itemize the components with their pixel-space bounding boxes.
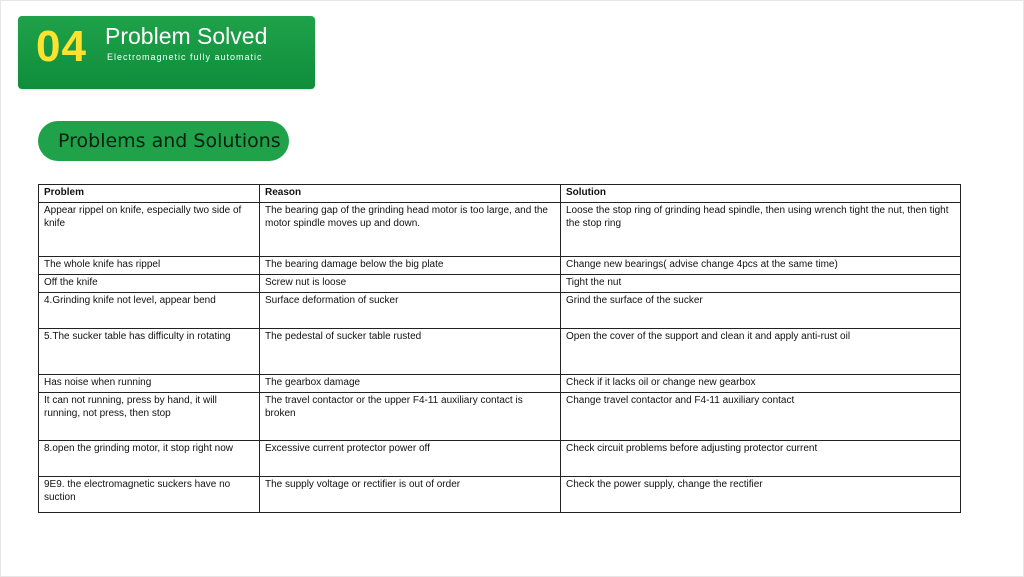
problem-cell: 8.open the grinding motor, it stop right now <box>39 441 260 477</box>
section-title: Problems and Solutions <box>58 130 281 152</box>
reason-cell: The travel contactor or the upper F4-11 auxiliary contact is broken <box>260 393 561 441</box>
problem-cell: Off the knife <box>39 275 260 293</box>
solution-cell: Open the cover of the support and clean it and apply anti-rust oil <box>561 329 961 375</box>
table-row <box>39 375 961 393</box>
problems-solutions-table <box>38 184 961 513</box>
solution-cell: Grind the surface of the sucker <box>561 293 961 329</box>
reason-cell: Excessive current protector power off <box>260 441 561 477</box>
problem-cell: It can not running, press by hand, it will running, not press, then stop <box>39 393 260 441</box>
problem-cell: 5.The sucker table has difficulty in rotating <box>39 329 260 375</box>
reason-cell: Screw nut is loose <box>260 275 561 293</box>
solution-cell: Change travel contactor and F4-11 auxiliary contact <box>561 393 961 441</box>
header-subtitle: Electromagnetic fully automatic <box>107 52 263 62</box>
header-title: Problem Solved <box>105 23 268 49</box>
problem-cell: Appear rippel on knife, especially two side of knife <box>39 203 260 257</box>
reason-cell: The gearbox damage <box>260 375 561 393</box>
reason-cell: The bearing damage below the big plate <box>260 257 561 275</box>
problem-cell: 9E9. the electromagnetic suckers have no suction <box>39 477 260 513</box>
table-row <box>39 257 961 275</box>
table-header-row <box>39 185 961 203</box>
table-row <box>39 293 961 329</box>
problem-cell: 4.Grinding knife not level, appear bend <box>39 293 260 329</box>
table-row <box>39 203 961 257</box>
table-row <box>39 275 961 293</box>
table-row <box>39 441 961 477</box>
reason-cell: The supply voltage or rectifier is out of order <box>260 477 561 513</box>
solution-cell: Change new bearings( advise change 4pcs at the same time) <box>561 257 961 275</box>
reason-cell: Surface deformation of sucker <box>260 293 561 329</box>
column-header-solution: Solution <box>561 185 961 203</box>
reason-cell: The pedestal of sucker table rusted <box>260 329 561 375</box>
reason-cell: The bearing gap of the grinding head motor is too large, and the motor spindle moves up and down. <box>260 203 561 257</box>
column-header-problem: Problem <box>39 185 260 203</box>
column-header-reason: Reason <box>260 185 561 203</box>
problem-cell: The whole knife has rippel <box>39 257 260 275</box>
table-row <box>39 477 961 513</box>
solution-cell: Check if it lacks oil or change new gearbox <box>561 375 961 393</box>
solution-cell: Tight the nut <box>561 275 961 293</box>
section-title-pill <box>38 121 289 161</box>
problem-cell: Has noise when running <box>39 375 260 393</box>
section-number: 04 <box>36 22 87 71</box>
table-row <box>39 393 961 441</box>
table-row <box>39 329 961 375</box>
solution-cell: Check the power supply, change the rectifier <box>561 477 961 513</box>
header-banner <box>18 16 315 89</box>
solution-cell: Check circuit problems before adjusting protector current <box>561 441 961 477</box>
solution-cell: Loose the stop ring of grinding head spindle, then using wrench tight the nut, then tight the stop ring <box>561 203 961 257</box>
